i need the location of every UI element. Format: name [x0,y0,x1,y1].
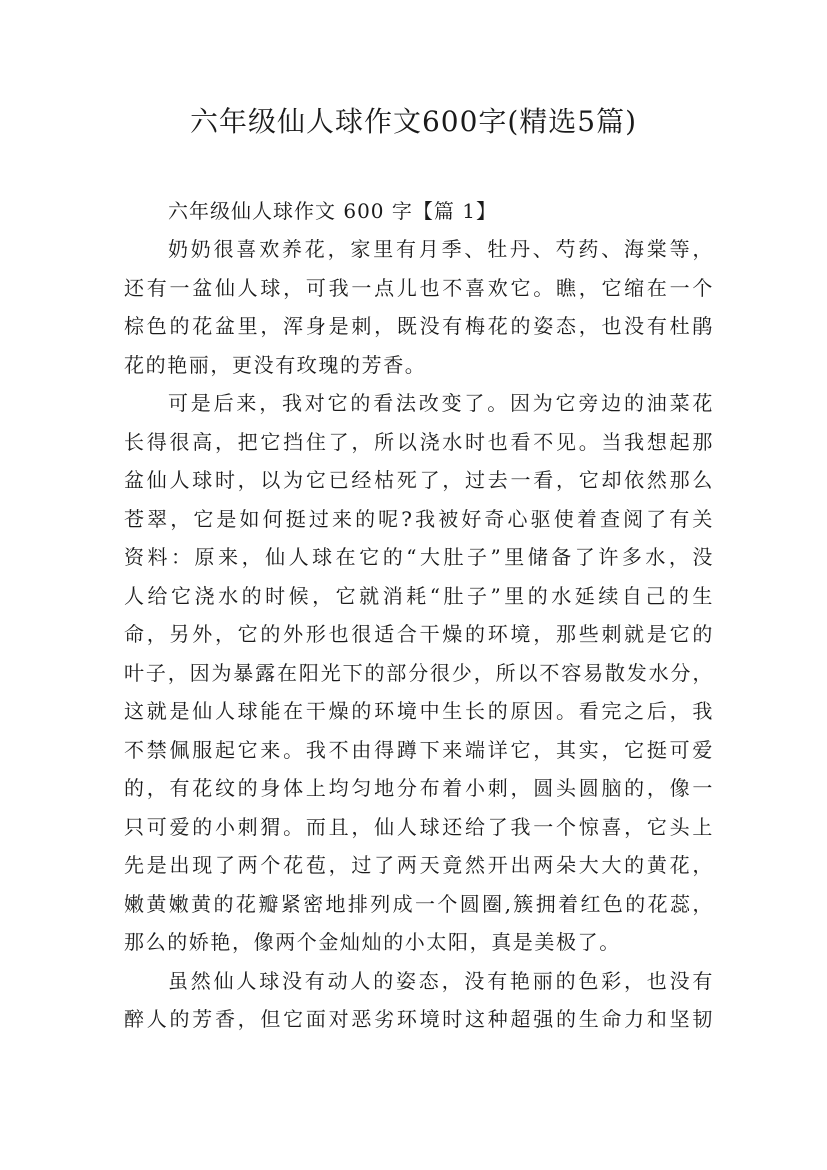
text-line: 命，另外，它的外形也很适合干燥的环境，那些刺就是它的 [124,622,714,646]
paragraph-2 [124,384,714,962]
document-body [124,192,714,1039]
text-line: 奶奶很喜欢养花，家里有月季、牡丹、芍药、海棠等， [168,237,714,261]
text-line: 棕色的花盆里，浑身是刺，既没有梅花的姿态，也没有杜鹃 [124,314,714,338]
paragraph-3 [124,962,714,1039]
paragraph-1 [124,230,714,384]
text-line: 人给它浇水的时候，它就消耗“肚子”里的水延续自己的生 [124,583,714,608]
text-line: 那么的娇艳，像两个金灿灿的小太阳，真是美极了。 [124,930,621,954]
document-title: 六年级仙人球作文600字(精选5篇) [189,105,638,138]
text-line: 先是出现了两个花苞，过了两天竟然开出两朵大大的黄花， [124,853,714,877]
section-heading: 六年级仙人球作文 600 字【篇 1】 [168,199,497,223]
text-line: 只可爱的小刺猬。而且，仙人球还给了我一个惊喜，它头上 [124,814,714,839]
text-line: 这就是仙人球能在干燥的环境中生长的原因。看完之后，我 [124,699,714,723]
text-line: 叶子，因为暴露在阳光下的部分很少，所以不容易散发水分， [124,660,714,685]
text-line: 长得很高，把它挡住了，所以浇水时也看不见。当我想起那 [124,429,714,454]
text-line: 嫩黄嫩黄的花瓣紧密地排列成一个圆圈,簇拥着红色的花蕊， [124,891,714,916]
text-line: 的，有花纹的身体上均匀地分布着小刺，圆头圆脑的，像一 [124,776,714,800]
text-line: 不禁佩服起它来。我不由得蹲下来端详它，其实，它挺可爱 [124,737,714,762]
text-line: 苍翠，它是如何挺过来的呢?我被好奇心驱使着查阅了有关 [124,506,714,531]
text-line: 资料：原来，仙人球在它的“大肚子”里储备了许多水，没 [124,545,714,569]
text-line: 可是后来，我对它的看法改变了。因为它旁边的油菜花 [168,391,714,415]
text-line: 盆仙人球时，以为它已经枯死了，过去一看，它却依然那么 [124,468,714,492]
text-line: 虽然仙人球没有动人的姿态，没有艳丽的色彩，也没有 [168,968,714,993]
text-line: 还有一盆仙人球，可我一点儿也不喜欢它。瞧，它缩在一个 [124,275,714,300]
text-line: 醉人的芳香，但它面对恶劣环境时这种超强的生命力和坚韧 [124,1007,714,1031]
text-line: 花的艳丽，更没有玫瑰的芳香。 [124,352,427,377]
